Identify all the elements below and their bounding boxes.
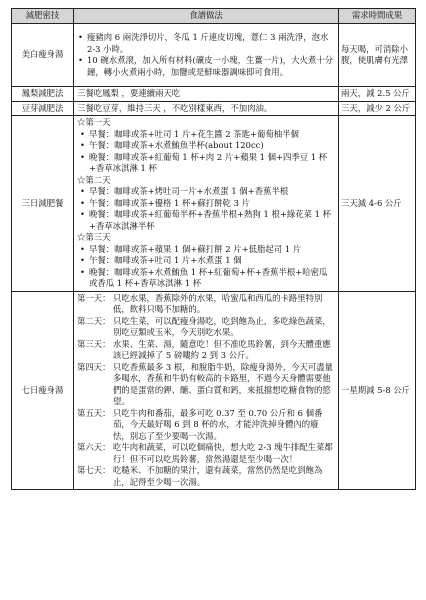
meal-item: • 午餐：咖啡或茶+優格 1 杯+蘇打餅乾 3 片 <box>80 197 250 208</box>
day-block <box>77 232 335 290</box>
row-three-method <box>74 116 339 292</box>
day-title: ☆第二天 <box>77 174 111 185</box>
row-pineapple-result: 兩天，減 2.5 公斤 <box>339 87 416 102</box>
seven-day-label: 第一天： <box>77 292 111 303</box>
bullet-icon: • <box>78 32 83 42</box>
bullet-icon: • <box>80 140 85 150</box>
meal-item: • 早餐：咖啡或茶+烤吐司一片+水煮蛋 1 個+香蕉半根 <box>80 186 289 196</box>
row-meiba <box>12 24 416 87</box>
seven-day-text: 只吃水果，香蕉除外的水果，哈蜜瓜和西瓜的卡路里特別低，飲料只喝不加糖的。 <box>113 292 323 314</box>
day-title: ☆第一天 <box>77 117 111 127</box>
meal-item: • 午餐：咖啡或茶+吐司 1 片+水煮蛋 1 個 <box>80 255 242 265</box>
seven-day-text: 吃糙米、不加糖的果汁，還有蔬菜，當然仍然是吃到飽為止，記得至少喝一次湯。 <box>113 465 323 487</box>
seven-day-item <box>77 293 335 316</box>
header-result: 需求時間成果 <box>339 9 416 24</box>
row-seven <box>12 291 416 490</box>
row-bean-result: 三天，減少 2 公斤 <box>339 101 416 116</box>
bullet-item: • 瘦豬肉 6 兩洗淨切片，冬瓜 1 斤連皮切塊，薏仁 3 兩洗淨，泡水 2-3 小時。 <box>78 32 329 54</box>
meal-item: • 晚餐：咖啡或茶+紅葡萄 1 杯+肉 2 片+蘋果 1 個+四季豆 1 杯+香草冰淇淋 1 杯 <box>80 151 328 173</box>
seven-day-item <box>77 465 335 488</box>
row-bean-name: 豆芽減肥法 <box>12 101 74 116</box>
row-meiba-method <box>74 24 339 87</box>
meal-item: • 晚餐：咖啡或茶+水煮鮪魚 1 杯+紅葡萄+杯+香蕉半根+哈密瓜或香瓜 1 杯+香草冰淇淋 1 杯 <box>80 266 328 288</box>
bullet-icon: • <box>80 243 85 254</box>
row-seven-method <box>74 291 339 490</box>
seven-day-label: 第二天： <box>77 315 111 326</box>
bullet-item: • 10 碗水煮滾，加入所有材料(礦皮一小塊，生薑一片)，大火煮十分鐘，轉小火煮兩小時，加鹽或是鮮味器調味即可食用。 <box>78 55 333 77</box>
row-three-result: 三天減 4-6 公斤 <box>339 116 416 292</box>
seven-day-text: 吃牛肉和蔬菜，可以吃個痛快，想大吃 2-3 塊牛排配生菜都行！但不可以吃馬鈴薯，當然湯還是至少喝一次！ <box>113 442 333 464</box>
seven-day-label: 第六天： <box>77 442 111 452</box>
row-pineapple-method: 三餐吃鳳梨 ，要連續兩天吃 <box>74 87 339 102</box>
seven-day-text: 只吃牛肉和番茄，最多可吃 0.37 至 0.70 公斤和 6 個番茄，今天最好喝 6 到 8 杯的水，才能沖洗掉身體內的廢怯，別忘了至少要喝一次湯。 <box>113 407 323 441</box>
row-seven-name: 七日瘦身湯 <box>12 291 74 490</box>
day-title: ☆第三天 <box>77 232 111 242</box>
meal-item: • 午餐：咖啡或茶+水煮鮪魚半杯(about 120cc) <box>80 140 264 150</box>
seven-day-text: 水果、生菜、湯，隨意吃！但不准吃馬鈴薯，到今天體重應該已經減掉了 5 磅嘍約 2 到 3 公斤。 <box>113 338 331 360</box>
meal-item: • 早餐：咖啡或茶+吐司 1 片+花生醬 2 茶匙+葡萄柚半個 <box>80 128 299 139</box>
seven-day-text: 只吃香蕉最多 3 根，和脫脂牛奶，除瘦身湯外，今天可盡量多喝水，香蕉和牛奶有較高的卡路里，不過今天身體需要他們的是蛋當的鉀、醣、蛋白質和鈣，來抵擋想吃糖食物的慾望。 <box>113 361 334 406</box>
row-pineapple-name: 鳳梨減肥法 <box>12 87 74 102</box>
bullet-icon: • <box>80 151 85 162</box>
header-method: 減肥密技 <box>12 9 74 24</box>
day-block <box>77 117 335 175</box>
bullet-icon: • <box>80 197 85 208</box>
seven-day-item <box>77 442 335 465</box>
diet-table <box>11 8 416 490</box>
day-block <box>77 175 335 233</box>
seven-day-item <box>77 408 335 443</box>
seven-day-item <box>77 316 335 339</box>
row-three <box>12 116 416 292</box>
header-row <box>12 9 416 24</box>
row-meiba-result: 每天喝，可消除小腹，使肌膚有光澤 <box>339 24 416 87</box>
bullet-icon: • <box>80 266 85 277</box>
seven-day-label: 第三天： <box>77 338 111 349</box>
seven-day-label: 第七天： <box>77 465 111 475</box>
seven-day-item <box>77 339 335 362</box>
seven-day-item <box>77 362 335 408</box>
header-recipe: 食譜做法 <box>74 9 339 24</box>
row-pineapple <box>12 87 416 102</box>
meal-item: • 早餐：咖啡或茶+蘋果 1 個+蘇打餅 2 片+低脂起司 1 片 <box>80 243 302 254</box>
bullet-icon: • <box>80 255 85 265</box>
bullet-icon: • <box>80 209 85 219</box>
row-seven-result: 一星期減 5-8 公斤 <box>339 291 416 490</box>
diet-document <box>11 8 415 490</box>
bullet-icon: • <box>78 55 83 65</box>
row-bean <box>12 101 416 116</box>
seven-day-label: 第四天： <box>77 361 111 372</box>
seven-day-text: 只吃生菜，可以配瘦身湯吃，吃到飽為止，多吃綠色蔬菜，別吃豆類或玉米，今天別吃水果。 <box>113 315 331 337</box>
meal-item: • 晚餐：咖啡或茶+紅葡萄半杯+香蕉半根+熱狗 1 根+綠花菜 1 杯+香草冰淇淋半杯 <box>80 209 331 231</box>
row-meiba-name: 美白瘦身湯 <box>12 24 74 87</box>
seven-day-label: 第五天： <box>77 407 111 418</box>
bullet-icon: • <box>80 186 85 196</box>
row-bean-method: 三餐吃豆芽，維持三天 ，不吃別樣東西，不加肉油。 <box>74 101 339 116</box>
row-three-name: 三日減肥餐 <box>12 116 74 292</box>
bullet-icon: • <box>80 128 85 139</box>
